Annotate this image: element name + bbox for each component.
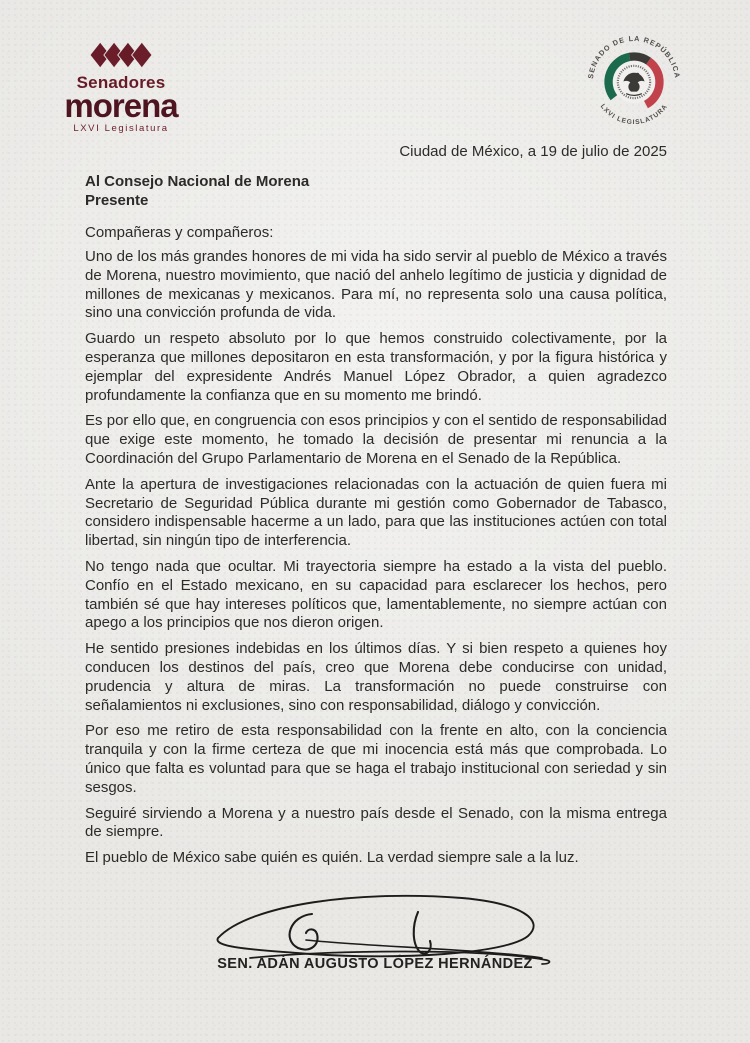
senate-seal-icon xyxy=(585,30,683,134)
recipient-presente: Presente xyxy=(85,192,149,209)
letter-paragraph: No tengo nada que ocultar. Mi trayectoria siempre ha estado a la vista del pueblo. Confío en el Estado mexicano, en su capacidad para esclarecer los hechos, pero también sé que hay intereses políticos que, lamentablemente, no siempre actúan con apego a los principios que nos dieron origen. xyxy=(85,557,667,632)
logo-morena-wordmark: morena xyxy=(64,87,178,124)
recipient-line: Al Consejo Nacional de Morena xyxy=(85,173,310,190)
morena-senadores-logo xyxy=(63,38,179,134)
senate-seal xyxy=(585,30,683,139)
salutation: Compañeras y compañeros: xyxy=(85,224,274,241)
signer-name: SEN. ADÁN AUGUSTO LÓPEZ HERNÁNDEZ xyxy=(217,956,533,972)
letter-paragraph: Es por ello que, en congruencia con esos principios y con el sentido de responsabilidad que exige este momento, he tomado la decisión de presentar mi renuncia a la Coordinación del Grupo Parlamentario de Morena en el Senado de la República. xyxy=(85,412,667,467)
letter-paragraph: Ante la apertura de investigaciones relacionadas con la actuación de quien fuera mi Secretario de Seguridad Pública durante mi gestión como Gobernador de Tabasco, considero indispensable hacerme a un lado, para que las instituciones actúen con total libertad, sin ningún tipo de interferencia. xyxy=(85,475,667,550)
date-line: Ciudad de México, a 19 de julio de 2025 xyxy=(399,143,667,160)
letter-paragraph: He sentido presiones indebidas en los últimos días. Y si bien respeto a quienes hoy conducen los destinos del país, creo que Morena debe conducirse con unidad, prudencia y altura de miras. La transformación no puede construirse con señalamientos ni exclusiones, sino con responsabilidad, diálogo y convicción. xyxy=(85,640,667,714)
morena-diamonds-icon xyxy=(90,38,152,72)
svg-text:LXVI LEGISLATURA xyxy=(599,103,670,126)
signature-block xyxy=(0,888,750,972)
letter-paragraph: Guardo un respeto absoluto por lo que hemos construido colectivamente, por la esperanza que millones depositaron en esta transformación, y por la figura histórica y ejemplar del expresidente Andrés Manuel López Obrador, a quien agradezco profundamente la confianza que en su momento me brindó. xyxy=(85,330,667,404)
letter-paragraph: Por eso me retiro de esta responsabilidad con la frente en alto, con la conciencia tranquila y con la firme certeza de que mi inocencia está más que comprobada. Lo único que falta es voluntad para que se haga el trabajo institucional con seriedad y sin sesgos. xyxy=(85,722,667,796)
letter-paragraph: Uno de los más grandes honores de mi vida ha sido servir al pueblo de México a través de Morena, nuestro movimiento, que nació del anhelo legítimo de justicia y dignidad de millones de mexicanas y mexicanos. Para mí, no representa solo una causa política, sino una convicción profunda de vida. xyxy=(85,248,667,322)
seal-dark-arc xyxy=(630,57,649,62)
letter-body xyxy=(85,248,667,875)
letter-paragraph: El pueblo de México sabe quién es quién. La verdad siempre sale a la luz. xyxy=(85,849,579,867)
seal-bottom-arc-text: LXVI LEGISLATURA xyxy=(598,102,670,127)
seal-top-arc-text: SENADO DE LA REPÚBLICA xyxy=(585,33,683,80)
logo-senadores-text: Senadores xyxy=(76,73,166,92)
recipient-block xyxy=(85,172,309,210)
logo-legislature-text: LXVI Legislatura xyxy=(73,123,169,135)
letter-paragraph: Seguiré sirviendo a Morena y a nuestro país desde el Senado, con la misma entrega de siempre. xyxy=(85,804,667,841)
